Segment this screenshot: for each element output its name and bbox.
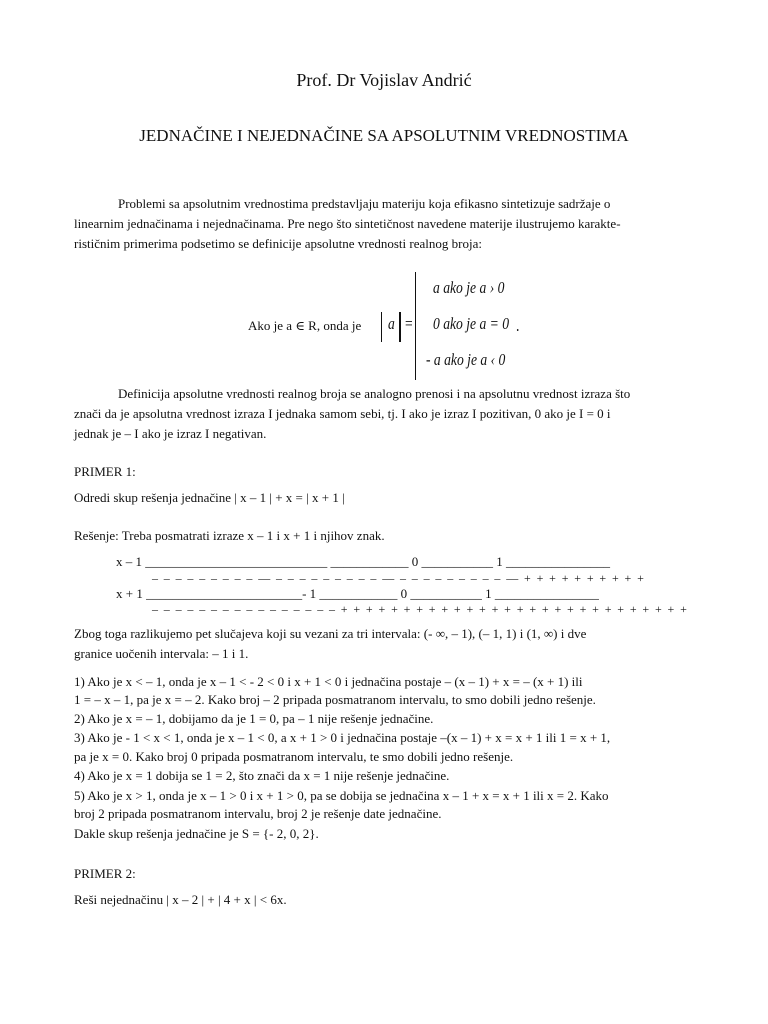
case-5: 5) Ako je x > 1, onda je x – 1 > 0 i x + 1 > 0, pa se dobija se jednačina x – 1 + x = x + 1 ili x = 2. Kako [74, 788, 609, 803]
case-1: 1) Ako je x < – 1, onda je x – 1 < - 2 < 0 i x + 1 < 0 i jednačina postaje – (x – 1) + x = – (x + 1) ili [74, 674, 583, 689]
case-5-cont: broj 2 pripada posmatranom intervalu, broj 2 je rešenje date jednačine. [74, 806, 442, 821]
extension-line: jednak je – I ako je izraz I negativan. [74, 426, 267, 441]
case-2: 2) Ako je x = – 1, dobijamo da je 1 = 0, pa – 1 nije rešenje jednačine. [74, 711, 434, 726]
intro-line: linearnim jednačinama i nejednačinama. Pre nego što sintetičnost navedene materije ilustrujemo karakte- [74, 216, 621, 231]
case-3: 3) Ako je - 1 < x < 1, onda je x – 1 < 0, a x + 1 > 0 i jednačina postaje –(x – 1) + x = x + 1 ili 1 = x + 1, [74, 730, 611, 745]
absolute-value-definition [248, 272, 548, 380]
definition-case-positive: a ako je a › 0 [433, 278, 505, 297]
sign-row-x-minus-1-signs: – – – – – – – – – — – – – – – – – – – — – – – – – – – – – — + + + + + + + + + + [152, 571, 646, 585]
extension-line: znači da je apsolutna vrednost izraza I jednaka samom sebi, tj. I ako je izraz I pozitivan, 0 ako je I = 0 i [74, 406, 611, 421]
case-3-cont: pa je x = 0. Kako broj 0 pripada posmatranom intervalu, te smo dobili jedno rešenje. [74, 749, 514, 764]
primer2-task: Reši nejednačinu | x – 2 | + | 4 + x | < 6x. [74, 892, 287, 907]
case-brace [415, 272, 416, 380]
solution-set: Dakle skup rešenja jednačine je S = {- 2, 0, 2}. [74, 826, 319, 841]
extension-line: Definicija apsolutne vrednosti realnog broja se analogno prenosi i na apsolutnu vrednost izraza što [118, 386, 631, 401]
primer1-solution-intro: Rešenje: Treba posmatrati izraze x – 1 i x + 1 i njihov znak. [74, 528, 385, 543]
intro-line: Problemi sa apsolutnim vrednostima predstavljaju materiju koja efikasno sintetizuje sadržaje o [118, 196, 611, 211]
sign-row-x-plus-1-signs: – – – – – – – – – – – – – – – – + + + + + + + + + + + + + + + + + + + + + + + + + + + + [152, 602, 689, 616]
primer1-task: Odredi skup rešenja jednačine | x – 1 | + x = | x + 1 | [74, 490, 345, 505]
primer2-heading: PRIMER 2: [74, 866, 136, 881]
definition-period: . [516, 316, 520, 335]
sign-row-x-minus-1: x – 1 ____________________________ ____________ 0 ___________ 1 ________________ [116, 554, 610, 569]
primer1-heading: PRIMER 1: [74, 464, 136, 479]
abs-bar-left [381, 312, 382, 342]
definition-equals: = [405, 314, 413, 333]
abs-variable: a [388, 314, 395, 333]
intro-line: rističnim primerima podsetimo se definicije apsolutne vrednosti realnog broja: [74, 236, 482, 251]
sign-row-x-plus-1: x + 1 ________________________- 1 ____________ 0 ___________ 1 ________________ [116, 586, 599, 601]
case-1-cont: 1 = – x – 1, pa je x = – 2. Kako broj – 2 pripada posmatranom intervalu, to smo dobili jedno rešenje. [74, 692, 596, 707]
author-name: Prof. Dr Vojislav Andrić [296, 70, 472, 90]
abs-bar-right [399, 312, 401, 342]
definition-lhs: Ako je a ∈ R, onda je [248, 318, 362, 333]
definition-case-negative: - a ako je a ‹ 0 [426, 350, 506, 369]
intervals-line: granice uočenih intervala: – 1 i 1. [74, 646, 249, 661]
document-title: JEDNAČINE I NEJEDNAČINE SA APSOLUTNIM VREDNOSTIMA [139, 126, 629, 145]
case-4: 4) Ako je x = 1 dobija se 1 = 2, što znači da x = 1 nije rešenje jednačine. [74, 768, 450, 783]
intervals-line: Zbog toga razlikujemo pet slučajeva koji su vezani za tri intervala: (- ∞, – 1), (– 1, 1) i (1, ∞) i dve [74, 626, 587, 641]
definition-case-zero: 0 ako je a = 0 [433, 314, 510, 333]
